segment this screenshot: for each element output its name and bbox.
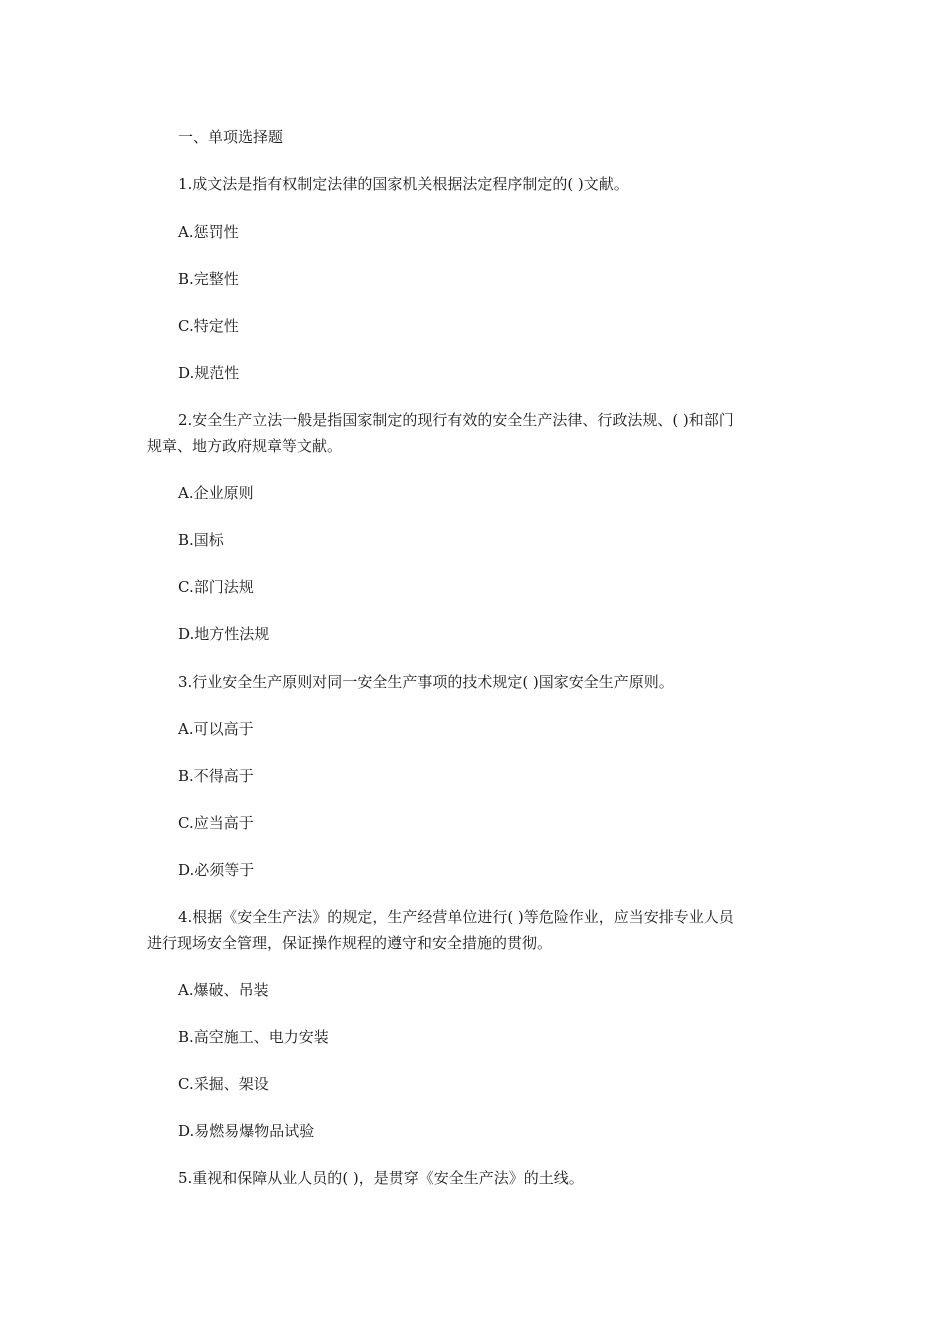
question-2-option-b: B.国标 [178,531,224,549]
question-3-option-a: A.可以高于 [178,720,254,738]
section-title: 一、单项选择题 [178,128,284,146]
question-4-option-d: D.易燃易爆物品试验 [178,1122,315,1140]
question-4-option-b: B.高空施工、电力安装 [178,1028,329,1046]
question-1-option-c: C.特定性 [178,317,239,335]
question-5-stem: 5.重视和保障从业人员的( )，是贯穿《安全生产法》的土线。 [178,1169,584,1187]
question-1-option-d: D.规范性 [178,364,240,382]
question-4-stem-line-2: 进行现场安全管理，保证操作规程的遵守和安全措施的贯彻。 [147,934,553,952]
question-1-stem: 1.成文法是指有权制定法律的国家机关根据法定程序制定的( )文献。 [178,175,629,193]
question-4-option-c: C.采掘、架设 [178,1075,269,1093]
question-4-option-a: A.爆破、吊装 [178,981,269,999]
question-2-option-d: D.地方性法规 [178,625,270,643]
question-1-option-a: A.惩罚性 [178,223,239,241]
question-3-option-c: C.应当高于 [178,814,254,832]
question-1-option-b: B.完整性 [178,270,239,288]
question-3-option-d: D.必须等于 [178,861,255,879]
question-2-option-c: C.部门法规 [178,578,254,596]
question-2-stem-line-2: 规章、地方政府规章等文献。 [147,437,343,455]
question-2-option-a: A.企业原则 [178,484,254,502]
question-3-stem: 3.行业安全生产原则对同一安全生产事项的技术规定( )国家安全生产原则。 [178,673,674,691]
question-2-stem-line-1: 2.安全生产立法一般是指国家制定的现行有效的安全生产法律、行政法规、( )和部门 [178,411,734,429]
question-3-option-b: B.不得高于 [178,767,254,785]
question-4-stem-line-1: 4.根据《安全生产法》的规定，生产经营单位进行( )等危险作业，应当安排专业人员 [178,908,734,926]
